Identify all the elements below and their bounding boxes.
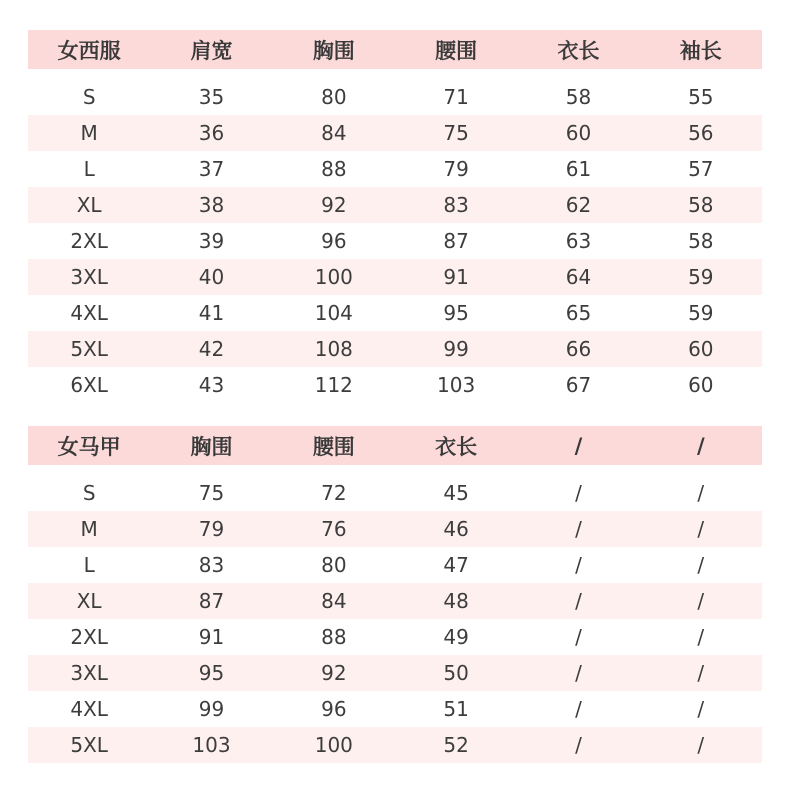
measurement-cell: 67 xyxy=(565,373,592,397)
size-label-cell: XL xyxy=(76,589,102,613)
measurement-cell: / xyxy=(697,733,705,757)
measurement-cell: 62 xyxy=(565,193,592,217)
measurement-cell: 103 xyxy=(192,733,231,757)
measurement-cell: 57 xyxy=(688,157,714,181)
measurement-cell: 72 xyxy=(321,481,347,505)
measurement-cell: 65 xyxy=(565,301,592,325)
measurement-cell: / xyxy=(697,481,705,505)
measurement-cell: / xyxy=(697,625,705,649)
table-row xyxy=(28,331,762,367)
measurement-cell: 88 xyxy=(321,157,347,181)
suit-size-table xyxy=(28,30,762,403)
measurement-cell: 58 xyxy=(565,85,592,109)
size-label-cell: 5XL xyxy=(70,733,108,757)
measurement-cell: 99 xyxy=(443,337,469,361)
size-label-cell: 4XL xyxy=(70,697,108,721)
table-row xyxy=(28,115,762,151)
table-row xyxy=(28,475,762,511)
vest-size-table xyxy=(28,426,762,763)
measurement-cell: 80 xyxy=(321,85,347,109)
size-label-cell: L xyxy=(83,553,95,577)
measurement-cell: 95 xyxy=(198,661,225,685)
measurement-cell: / xyxy=(575,481,582,505)
table-row xyxy=(28,547,762,583)
table-row xyxy=(28,727,762,763)
header-cell: 腰围 xyxy=(435,38,478,63)
measurement-cell: 92 xyxy=(321,193,347,217)
size-label-cell: M xyxy=(80,517,98,541)
measurement-cell: / xyxy=(697,697,705,721)
measurement-cell: / xyxy=(575,733,582,757)
measurement-cell: 43 xyxy=(198,373,225,397)
table-row xyxy=(28,259,762,295)
header-cell: 肩宽 xyxy=(190,38,233,63)
measurement-cell: 58 xyxy=(688,229,714,253)
measurement-cell: 100 xyxy=(314,265,353,289)
measurement-cell: 48 xyxy=(443,589,469,613)
measurement-cell: 59 xyxy=(688,265,714,289)
size-label-cell: 6XL xyxy=(70,373,108,397)
table-row xyxy=(28,151,762,187)
measurement-cell: 84 xyxy=(321,121,347,145)
measurement-cell: 46 xyxy=(443,517,469,541)
measurement-cell: 50 xyxy=(443,661,469,685)
measurement-cell: 87 xyxy=(443,229,469,253)
measurement-cell: 92 xyxy=(321,661,347,685)
measurement-cell: 60 xyxy=(688,337,714,361)
measurement-cell: 61 xyxy=(565,157,592,181)
measurement-cell: / xyxy=(575,517,582,541)
measurement-cell: 96 xyxy=(321,697,347,721)
measurement-cell: 55 xyxy=(688,85,714,109)
measurement-cell: 79 xyxy=(198,517,225,541)
header-cell: 袖长 xyxy=(679,38,722,63)
header-cell: 女马甲 xyxy=(57,434,121,459)
measurement-cell: 41 xyxy=(198,301,225,325)
measurement-cell: 47 xyxy=(443,553,469,577)
suit-header-row xyxy=(28,30,762,69)
header-cell: / xyxy=(696,433,705,458)
table-row xyxy=(28,691,762,727)
size-label-cell: 2XL xyxy=(70,625,108,649)
measurement-cell: / xyxy=(575,661,582,685)
measurement-cell: 39 xyxy=(198,229,225,253)
size-label-cell: S xyxy=(82,481,96,505)
measurement-cell: / xyxy=(697,661,705,685)
table-row xyxy=(28,367,762,403)
size-label-cell: XL xyxy=(76,193,102,217)
measurement-cell: 108 xyxy=(314,337,353,361)
measurement-cell: 100 xyxy=(314,733,353,757)
size-label-cell: L xyxy=(83,157,95,181)
size-label-cell: 2XL xyxy=(70,229,108,253)
header-cell: 衣长 xyxy=(557,38,600,63)
measurement-cell: 37 xyxy=(198,157,225,181)
measurement-cell: / xyxy=(697,589,705,613)
table-row xyxy=(28,187,762,223)
measurement-cell: 96 xyxy=(321,229,347,253)
measurement-cell: 63 xyxy=(565,229,592,253)
measurement-cell: 51 xyxy=(443,697,469,721)
size-label-cell: M xyxy=(80,121,98,145)
table-row xyxy=(28,79,762,115)
measurement-cell: 60 xyxy=(688,373,714,397)
table-row xyxy=(28,511,762,547)
measurement-cell: 103 xyxy=(437,373,476,397)
measurement-cell: 71 xyxy=(443,85,469,109)
measurement-cell: 75 xyxy=(198,481,225,505)
measurement-cell: 104 xyxy=(314,301,353,325)
size-label-cell: 3XL xyxy=(70,265,108,289)
header-cell: 胸围 xyxy=(190,434,233,459)
header-cell: / xyxy=(574,433,583,458)
table-row xyxy=(28,223,762,259)
vest-table-body xyxy=(28,475,762,763)
measurement-cell: 91 xyxy=(198,625,225,649)
header-cell: 腰围 xyxy=(312,434,355,459)
table-row xyxy=(28,583,762,619)
measurement-cell: / xyxy=(575,589,582,613)
table-row xyxy=(28,619,762,655)
measurement-cell: 112 xyxy=(314,373,353,397)
measurement-cell: 95 xyxy=(443,301,469,325)
measurement-cell: 45 xyxy=(443,481,469,505)
measurement-cell: 40 xyxy=(198,265,225,289)
measurement-cell: 80 xyxy=(321,553,347,577)
measurement-cell: 56 xyxy=(688,121,714,145)
measurement-cell: / xyxy=(575,625,582,649)
size-label-cell: 5XL xyxy=(70,337,108,361)
measurement-cell: 79 xyxy=(443,157,469,181)
suit-table-body xyxy=(28,79,762,403)
measurement-cell: / xyxy=(697,553,705,577)
measurement-cell: 91 xyxy=(443,265,469,289)
measurement-cell: 75 xyxy=(443,121,469,145)
measurement-cell: 42 xyxy=(198,337,225,361)
size-label-cell: 3XL xyxy=(70,661,108,685)
measurement-cell: 58 xyxy=(688,193,714,217)
measurement-cell: 84 xyxy=(321,589,347,613)
measurement-cell: 35 xyxy=(198,85,225,109)
measurement-cell: / xyxy=(575,697,582,721)
measurement-cell: 87 xyxy=(198,589,225,613)
size-label-cell: S xyxy=(82,85,96,109)
measurement-cell: 36 xyxy=(198,121,225,145)
measurement-cell: 64 xyxy=(565,265,592,289)
measurement-cell: 76 xyxy=(321,517,347,541)
header-cell: 衣长 xyxy=(435,434,478,459)
measurement-cell: 38 xyxy=(198,193,225,217)
measurement-cell: 52 xyxy=(443,733,469,757)
header-cell: 女西服 xyxy=(57,38,121,63)
table-row xyxy=(28,655,762,691)
measurement-cell: 60 xyxy=(565,121,592,145)
measurement-cell: 83 xyxy=(443,193,469,217)
table-row xyxy=(28,295,762,331)
vest-header-row xyxy=(28,426,762,465)
measurement-cell: / xyxy=(697,517,705,541)
header-cell: 胸围 xyxy=(312,38,355,63)
measurement-cell: 49 xyxy=(443,625,469,649)
measurement-cell: 83 xyxy=(198,553,225,577)
measurement-cell: 66 xyxy=(565,337,592,361)
measurement-cell: 59 xyxy=(688,301,714,325)
size-label-cell: 4XL xyxy=(70,301,108,325)
measurement-cell: 88 xyxy=(321,625,347,649)
measurement-cell: 99 xyxy=(198,697,225,721)
measurement-cell: / xyxy=(575,553,582,577)
